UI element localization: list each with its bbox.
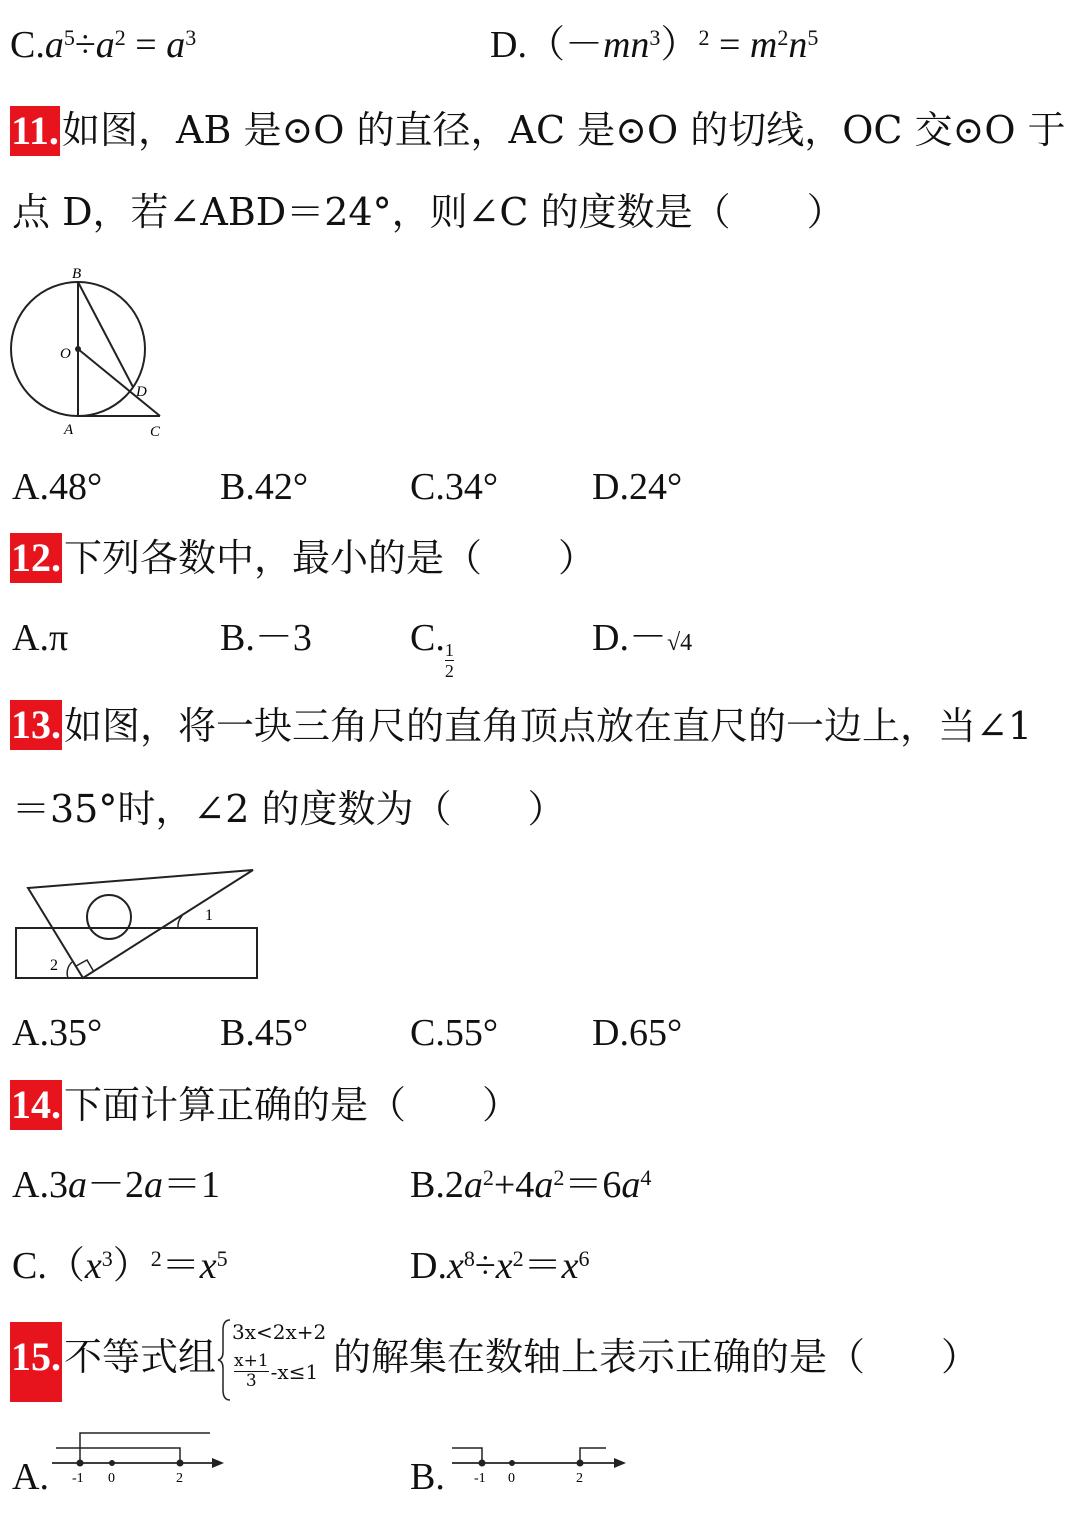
label-d: D: [136, 384, 147, 400]
q11-option-b[interactable]: B.42°: [220, 466, 309, 508]
q11-option-c[interactable]: C.34°: [410, 466, 499, 508]
q12-stem: 下列各数中，最小的是（ ）: [64, 536, 597, 580]
q14-option-d[interactable]: $D.x^8\div x^2=x^6$: [410, 1245, 590, 1287]
label-a: A: [64, 422, 74, 438]
q15-stem-prefix: 不等式组: [64, 1335, 217, 1379]
q13-stem-line2: ＝35°时，∠2 的度数为（ ）: [12, 787, 566, 831]
q13-option-b[interactable]: B.45°: [220, 1012, 309, 1054]
q12-option-b[interactable]: B.－3: [220, 617, 312, 659]
angle-2-arc: [67, 962, 72, 978]
q15-option-a[interactable]: A.: [12, 1456, 49, 1498]
label-b: B: [72, 266, 82, 282]
label-o: O: [60, 346, 71, 362]
q14-number-badge: 14.: [10, 1080, 62, 1130]
label-2: 2: [50, 957, 58, 974]
q11-stem-line2: 点 D，若∠ABD＝24°，则∠C 的度数是（ ）: [12, 190, 845, 234]
q12-option-c[interactable]: C. $\frac{1}{2}$: [410, 617, 454, 682]
q13-option-c[interactable]: C.55°: [410, 1012, 499, 1054]
q11-number-badge: 11.: [10, 106, 60, 156]
q13-triangle-ruler-figure: [0, 860, 270, 990]
q14-option-c[interactable]: $C.(x^3)^2=x^5$: [12, 1245, 228, 1287]
q11-circle-figure: [0, 262, 170, 442]
q15-option-b-number-line: [448, 1430, 638, 1490]
q14-option-a[interactable]: A.3a－2a＝1: [12, 1164, 220, 1206]
q12-number-badge: 12.: [10, 533, 62, 583]
q15-option-a-number-line: [48, 1430, 228, 1490]
q13-number-badge: 13.: [10, 700, 62, 750]
system-brace: [218, 1318, 232, 1402]
q15-stem-suffix: 的解集在数轴上表示正确的是（ ）: [333, 1335, 980, 1379]
q12-option-a[interactable]: A.π: [12, 617, 69, 659]
q11-option-a[interactable]: A.48°: [12, 466, 103, 508]
system-line-1: 3x<2x+2: [232, 1320, 327, 1344]
center-point: [75, 346, 81, 352]
set-square: [28, 870, 253, 978]
fraction-one-half: $\frac{1}{2}$: [444, 640, 454, 682]
q15-number-badge: 15.: [10, 1322, 62, 1402]
q14-stem: 下面计算正确的是（ ）: [64, 1083, 521, 1127]
tick-2: 2: [176, 1471, 183, 1486]
sqrt-four: √4: [666, 630, 693, 656]
q13-option-d[interactable]: D.65°: [592, 1012, 683, 1054]
q12-option-d[interactable]: D.－√4: [592, 617, 693, 659]
label-1: 1: [205, 907, 213, 924]
tick-minus-1: -1: [72, 1471, 84, 1486]
q15-option-b[interactable]: B.: [410, 1456, 445, 1498]
q14-option-b[interactable]: $B.2a^2+4a^2=6a^4$: [410, 1164, 652, 1206]
set-square-hole: [87, 895, 131, 939]
q13-stem-line1: 如图，将一块三角尺的直角顶点放在直尺的一边上，当∠1: [64, 704, 1033, 748]
system-line-2: $\frac{x+1}{3}$ -x≤1: [234, 1351, 319, 1391]
q10-option-d[interactable]: $D.(-mn^3)^2 = m^2n^5$: [490, 24, 819, 66]
tick-2: 2: [576, 1471, 583, 1486]
tick-minus-1: -1: [474, 1471, 486, 1486]
q13-option-a[interactable]: A.35°: [12, 1012, 103, 1054]
q11-stem-line1: 如图，AB 是⊙O 的直径，AC 是⊙O 的切线，OC 交⊙O 于: [62, 108, 1066, 152]
q10-option-c[interactable]: $C.a^5\div a^2 = a^3$: [10, 24, 197, 66]
label-c: C: [150, 424, 161, 440]
tick-0: 0: [508, 1471, 515, 1486]
q11-option-d[interactable]: D.24°: [592, 466, 683, 508]
tick-0: 0: [108, 1471, 115, 1486]
